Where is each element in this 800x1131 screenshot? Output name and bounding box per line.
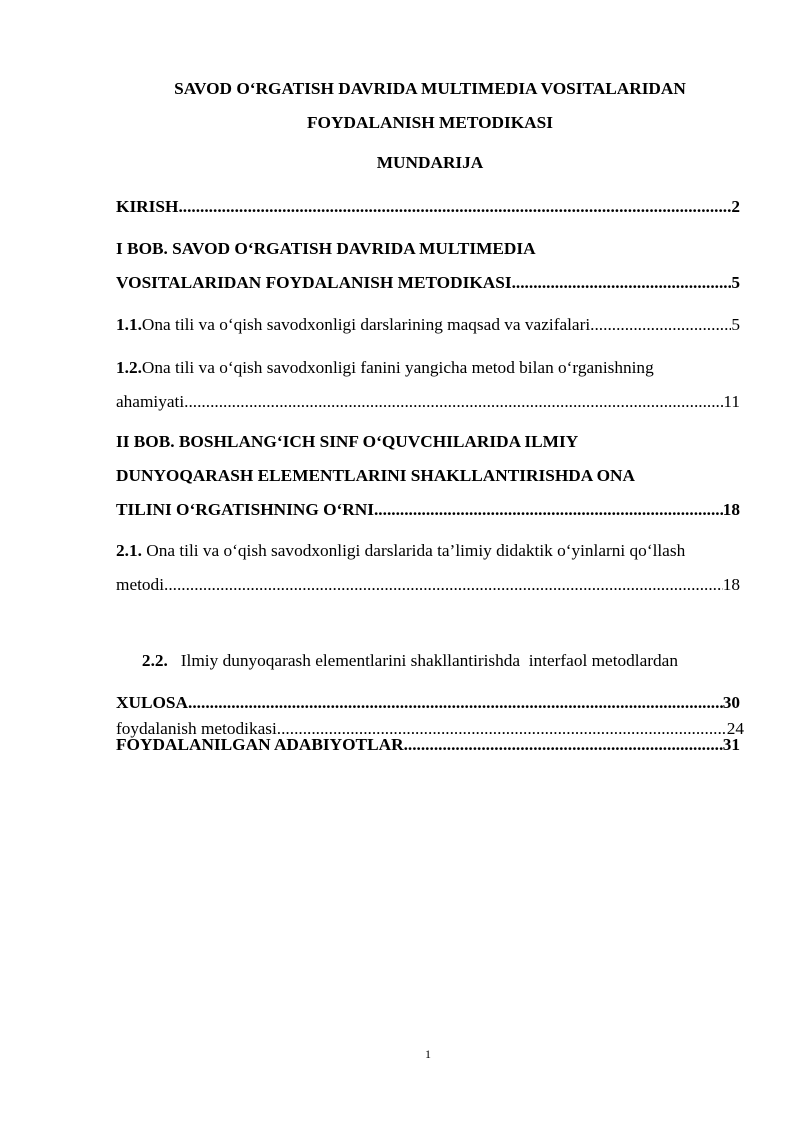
toc-leader-dots bbox=[178, 190, 731, 224]
toc-leader-dots bbox=[590, 308, 731, 342]
toc-leader-dots bbox=[184, 385, 723, 419]
toc-entry-chapter-2-line-2: DUNYOQARASH ELEMENTLARINI SHAKLLANTIRISHDA ONA bbox=[116, 466, 636, 485]
toc-entry-section-1-2 bbox=[116, 351, 740, 419]
toc-leader-dots bbox=[512, 266, 732, 300]
toc-entry-section-2-2-page: 24 bbox=[726, 719, 744, 738]
toc-entry-chapter-1 bbox=[116, 232, 740, 300]
document-title bbox=[60, 72, 800, 140]
toc-entry-chapter-1-line-1: I BOB. SAVOD O‘RGATISH DAVRIDA MULTIMEDIA bbox=[116, 239, 536, 258]
toc-entry-intro bbox=[116, 190, 740, 224]
toc-leader-dots bbox=[188, 686, 723, 720]
toc-entry-intro-page: 2 bbox=[731, 197, 740, 216]
toc-entry-section-2-2-number: 2.2. bbox=[141, 651, 168, 670]
document-title-line-1: SAVOD O‘RGATISH DAVRIDA MULTIMEDIA VOSITALARIDAN bbox=[174, 79, 686, 98]
page-number: 1 bbox=[425, 1047, 431, 1061]
toc-entry-section-2-1-page: 18 bbox=[722, 575, 740, 594]
toc-entry-chapter-1-line-2: VOSITALARIDAN FOYDALANISH METODIKASI bbox=[116, 273, 512, 292]
toc-entry-conclusion-label: XULOSA bbox=[116, 693, 189, 712]
toc-entry-section-2-1-line-2: metodi bbox=[116, 575, 164, 594]
toc-entry-references-label: FOYDALANILGAN ADABIYOTLAR bbox=[116, 735, 404, 754]
document-title-line-2: FOYDALANISH METODIKASI bbox=[307, 113, 553, 132]
toc-entry-intro-label: KIRISH bbox=[116, 197, 179, 216]
toc-entry-section-1-2-line-2: ahamiyati bbox=[116, 392, 185, 411]
toc-entry-section-1-1 bbox=[116, 308, 740, 342]
toc-entry-section-2-2 bbox=[116, 610, 744, 746]
toc-entry-chapter-2-line-3: TILINI O‘RGATISHNING O‘RNI bbox=[116, 500, 374, 519]
toc-entry-chapter-2-page: 18 bbox=[722, 500, 740, 519]
toc-entry-section-1-2-line-1: Ona tili va o‘qish savodxonligi fanini yangicha metod bilan o‘rganishning bbox=[141, 358, 654, 377]
toc-entry-section-2-1-number: 2.1. bbox=[116, 541, 142, 560]
toc-entry-section-2-1 bbox=[116, 534, 740, 602]
toc-entry-chapter-2-line-1: II BOB. BOSHLANG‘ICH SINF O‘QUVCHILARIDA ILMIY bbox=[116, 432, 579, 451]
toc-leader-dots bbox=[164, 568, 723, 602]
contents-heading: MUNDARIJA bbox=[376, 153, 484, 172]
toc-entry-conclusion bbox=[116, 686, 740, 720]
toc-leader-dots bbox=[404, 728, 723, 762]
toc-entry-chapter-2 bbox=[116, 425, 740, 527]
toc-entry-section-2-1-line-1: Ona tili va o‘qish savodxonligi darslarida ta’limiy didaktik o‘yinlarni qo‘llash bbox=[141, 541, 686, 560]
toc-entry-section-1-1-number: 1.1. bbox=[116, 315, 142, 334]
toc-entry-section-2-2-line-2: foydalanish metodikasi bbox=[116, 719, 277, 738]
toc-entry-references bbox=[116, 728, 740, 762]
toc-entry-references-page: 31 bbox=[722, 735, 740, 754]
toc-entry-conclusion-page: 30 bbox=[722, 693, 740, 712]
toc-entry-section-1-1-text: Ona tili va o‘qish savodxonligi darslarining maqsad va vazifalari bbox=[141, 315, 591, 334]
toc-entry-section-2-2-line-1: Ilmiy dunyoqarash elementlarini shakllantirishda interfaol metodlardan bbox=[167, 651, 678, 670]
toc-entry-section-1-2-number: 1.2. bbox=[116, 358, 142, 377]
toc-leader-dots bbox=[374, 493, 723, 527]
toc-entry-section-1-1-page: 5 bbox=[731, 315, 740, 334]
toc-entry-chapter-1-page: 5 bbox=[731, 273, 740, 292]
toc-entry-section-1-2-page: 11 bbox=[723, 392, 740, 411]
